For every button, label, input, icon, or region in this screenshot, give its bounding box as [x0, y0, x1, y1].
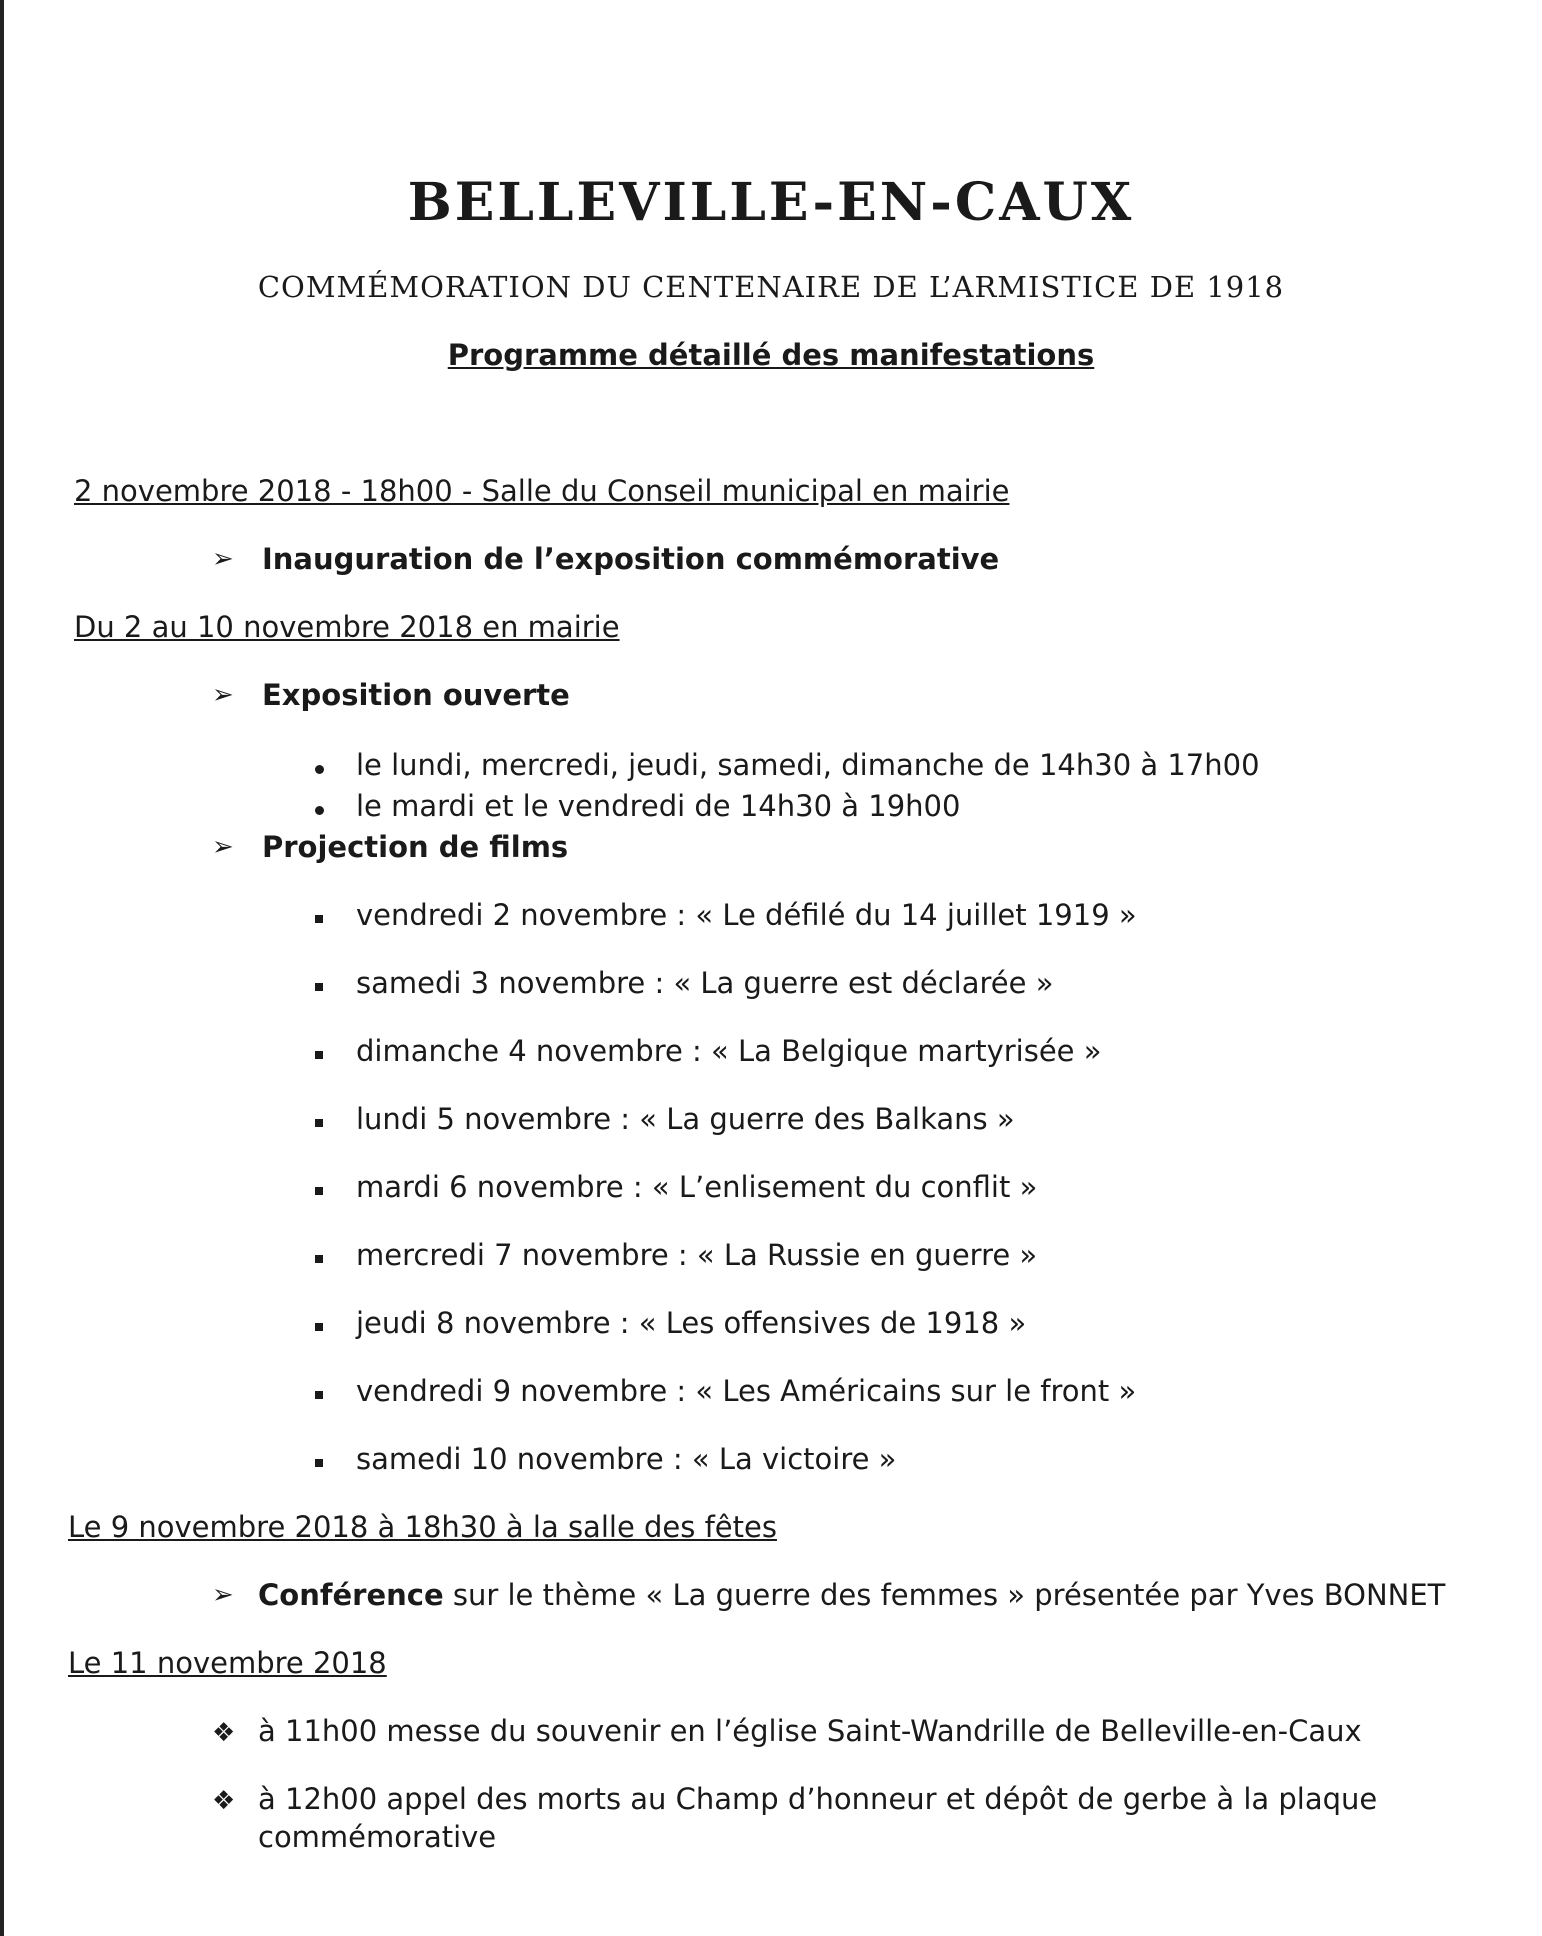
film-item: mardi 6 novembre : « L’enlisement du conflit » [356, 1170, 1038, 1204]
square-bullet-icon [315, 1051, 323, 1059]
film-item: lundi 5 novembre : « La guerre des Balkans » [356, 1102, 1015, 1136]
film-item: vendredi 9 novembre : « Les Américains sur le front » [356, 1374, 1137, 1408]
square-bullet-icon [315, 1391, 323, 1399]
film-item: samedi 3 novembre : « La guerre est déclarée » [356, 966, 1054, 1000]
arrow-bullet-icon: ➢ [212, 832, 234, 862]
square-bullet-icon [315, 1255, 323, 1263]
commemoration-subtitle: COMMÉMORATION DU CENTENAIRE DE L’ARMISTICE DE 1918 [257, 270, 1285, 304]
film-item: vendredi 2 novembre : « Le défilé du 14 juillet 1919 » [356, 898, 1137, 932]
film-item: dimanche 4 novembre : « La Belgique martyrisée » [356, 1034, 1102, 1068]
diamond-bullet-icon: ❖ [212, 1718, 236, 1748]
conference-item [258, 1578, 1445, 1612]
ceremony-item: à 12h00 appel des morts au Champ d’honneur et dépôt de gerbe à la plaque [258, 1782, 1378, 1816]
film-item: jeudi 8 novembre : « Les offensives de 1918 » [356, 1306, 1027, 1340]
section-3-date: Le 9 novembre 2018 à 18h30 à la salle des fêtes [68, 1510, 777, 1544]
inauguration-item: Inauguration de l’exposition commémorative [262, 542, 1000, 576]
ceremony-item: à 11h00 messe du souvenir en l’église Saint-Wandrille de Belleville-en-Caux [258, 1714, 1362, 1748]
program-title: Programme détaillé des manifestations [447, 338, 1095, 372]
square-bullet-icon [315, 915, 323, 923]
films-title: Projection de films [262, 830, 569, 864]
round-bullet-icon [315, 765, 324, 774]
section-4-date: Le 11 novembre 2018 [68, 1646, 387, 1680]
arrow-bullet-icon: ➢ [212, 680, 234, 710]
section-2-date: Du 2 au 10 novembre 2018 en mairie [74, 610, 620, 644]
arrow-bullet-icon: ➢ [212, 1580, 234, 1610]
diamond-bullet-icon: ❖ [212, 1786, 236, 1816]
conference-label: Conférence [258, 1578, 444, 1612]
round-bullet-icon [315, 806, 324, 815]
square-bullet-icon [315, 983, 323, 991]
expo-hours-item: le mardi et le vendredi de 14h30 à 19h00 [356, 789, 961, 823]
exposition-title: Exposition ouverte [262, 678, 570, 712]
square-bullet-icon [315, 1119, 323, 1127]
square-bullet-icon [315, 1459, 323, 1467]
ceremony-item-continued: commémorative [258, 1820, 497, 1854]
town-title: BELLEVILLE-EN-CAUX [407, 172, 1135, 233]
arrow-bullet-icon: ➢ [212, 544, 234, 574]
section-1-date: 2 novembre 2018 - 18h00 - Salle du Conseil municipal en mairie [74, 474, 1010, 508]
film-item: samedi 10 novembre : « La victoire » [356, 1442, 897, 1476]
conference-description: sur le thème « La guerre des femmes » présentée par Yves BONNET [443, 1578, 1446, 1612]
film-item: mercredi 7 novembre : « La Russie en guerre » [356, 1238, 1038, 1272]
square-bullet-icon [315, 1323, 323, 1331]
square-bullet-icon [315, 1187, 323, 1195]
expo-hours-item: le lundi, mercredi, jeudi, samedi, dimanche de 14h30 à 17h00 [356, 748, 1260, 782]
